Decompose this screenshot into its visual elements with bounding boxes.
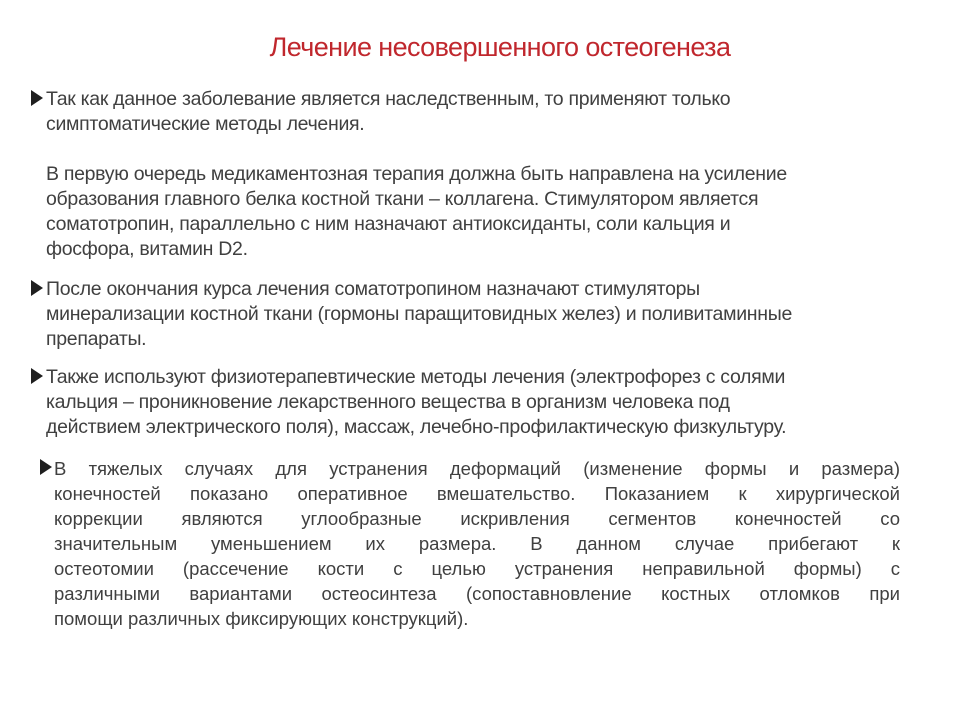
- bullet-arrow-icon: [31, 280, 43, 296]
- paragraph-line: В тяжелых случаях для устранения деформаций (изменение формы и размера): [54, 458, 900, 479]
- paragraph-1: [46, 87, 906, 262]
- paragraph-line: В первую очередь медикаментозная терапия должна быть направлена на усиление: [46, 163, 787, 185]
- paragraph-line: коррекции являются углообразные искривления сегментов конечностей со: [54, 508, 900, 529]
- paragraph-line: соматотропин, параллельно с ним назначают антиоксиданты, соли кальция и: [46, 213, 731, 235]
- paragraph-line: препараты.: [46, 328, 147, 350]
- paragraph-line: Также используют физиотерапевтические методы лечения (электрофорез с солями: [46, 366, 786, 388]
- paragraph-line: действием электрического поля), массаж, лечебно-профилактическую физкультуру.: [46, 416, 787, 438]
- paragraph-line: После окончания курса лечения соматотропином назначают стимуляторы: [46, 278, 700, 300]
- slide-title: Лечение несовершенного остеогенеза: [269, 32, 731, 62]
- paragraph-line: различными вариантами остеосинтеза (сопоставновление костных отломков при: [54, 583, 900, 604]
- paragraph-2: [46, 277, 926, 352]
- paragraph-line: фосфора, витамин D2.: [46, 238, 248, 260]
- paragraph-line: конечностей показано оперативное вмешательство. Показанием к хирургической: [54, 483, 900, 504]
- paragraph-line: образования главного белка костной ткани – коллагена. Стимулятором является: [46, 188, 759, 210]
- paragraph-line: значительным уменьшением их размера. В данном случае прибегают к: [54, 533, 900, 554]
- paragraph-3: [46, 365, 926, 440]
- paragraph-line: остеотомии (рассечение кости с целью устранения неправильной формы) с: [54, 558, 900, 579]
- paragraph-line: минерализации костной ткани (гормоны паращитовидных желез) и поливитаминные: [46, 303, 792, 325]
- paragraph-line: Так как данное заболевание является наследственным, то применяют только: [46, 88, 731, 110]
- paragraph-4: [54, 456, 900, 631]
- bullet-arrow-icon: [40, 459, 52, 475]
- paragraph-line: кальция – проникновение лекарственного вещества в организм человека под: [46, 391, 730, 413]
- bullet-arrow-icon: [31, 90, 43, 106]
- bullet-arrow-icon: [31, 368, 43, 384]
- paragraph-line: помощи различных фиксирующих конструкций).: [54, 608, 469, 629]
- paragraph-line: симптоматические методы лечения.: [46, 113, 365, 135]
